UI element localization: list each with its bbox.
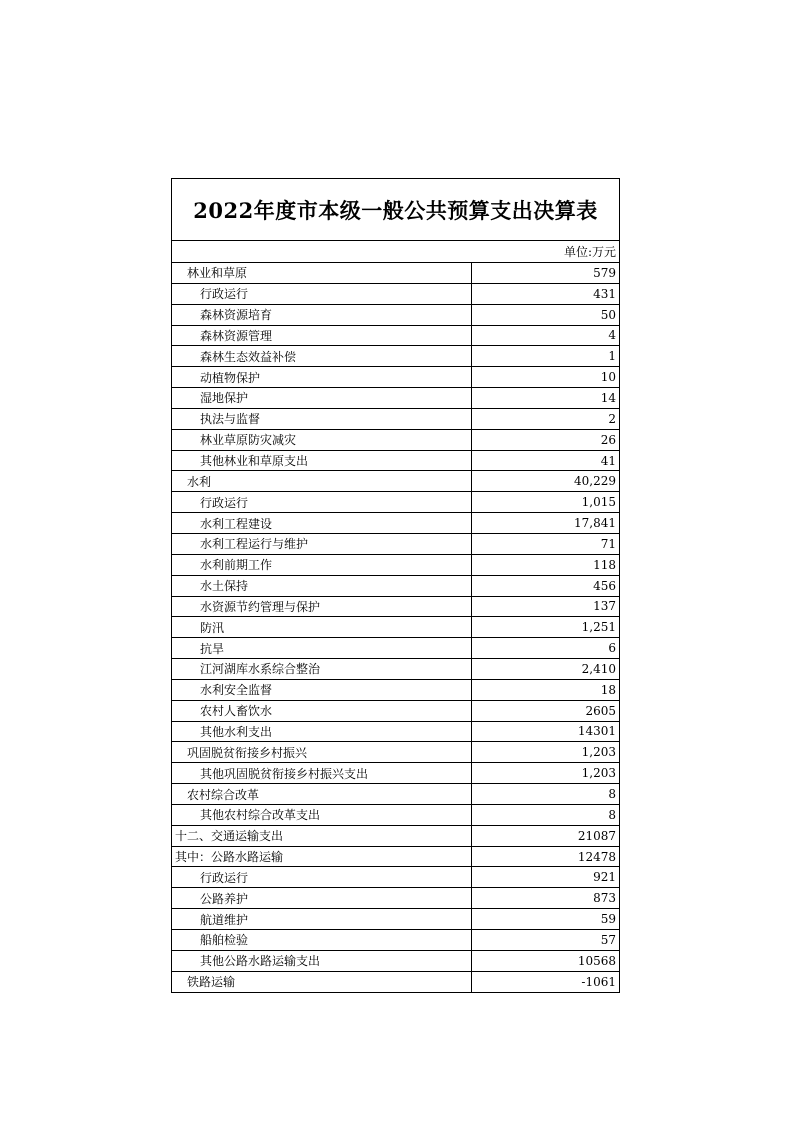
table-row bbox=[172, 847, 619, 868]
row-category-name: 行政运行 bbox=[172, 867, 472, 887]
row-category-name: 湿地保护 bbox=[172, 388, 472, 408]
row-amount: 14301 bbox=[577, 724, 616, 739]
row-category-name: 江河湖库水系综合整治 bbox=[172, 659, 472, 679]
row-category-name: 其他公路水路运输支出 bbox=[172, 951, 472, 971]
table-row bbox=[172, 951, 619, 972]
row-amount: 10 bbox=[600, 370, 616, 385]
table-row bbox=[172, 430, 619, 451]
table-row bbox=[172, 388, 619, 409]
table-row bbox=[172, 597, 619, 618]
table-row bbox=[172, 909, 619, 930]
row-category-name: 林业草原防灾减灾 bbox=[172, 430, 472, 450]
row-amount: 59 bbox=[600, 912, 616, 927]
row-amount: 1,015 bbox=[581, 495, 616, 510]
table-row bbox=[172, 659, 619, 680]
table-row bbox=[172, 972, 619, 993]
table-row bbox=[172, 742, 619, 763]
table-row bbox=[172, 284, 619, 305]
row-category-name: 水利 bbox=[172, 471, 472, 491]
table-row bbox=[172, 805, 619, 826]
row-category-name: 水利工程运行与维护 bbox=[172, 534, 472, 554]
row-amount: 57 bbox=[600, 932, 616, 947]
table-row bbox=[172, 451, 619, 472]
table-row bbox=[172, 555, 619, 576]
table-row bbox=[172, 471, 619, 492]
row-amount: 40,229 bbox=[574, 474, 616, 489]
table-row bbox=[172, 888, 619, 909]
row-amount: 14 bbox=[600, 390, 616, 405]
row-category-name: 其他林业和草原支出 bbox=[172, 451, 472, 471]
row-category-name: 巩固脱贫衔接乡村振兴 bbox=[172, 742, 472, 762]
table-row bbox=[172, 784, 619, 805]
row-amount: 921 bbox=[593, 870, 616, 885]
row-amount: 17,841 bbox=[574, 516, 616, 531]
table-body bbox=[172, 263, 619, 993]
row-category-name: 森林资源培育 bbox=[172, 305, 472, 325]
row-category-name: 水利工程建设 bbox=[172, 513, 472, 533]
row-category-name: 公路养护 bbox=[172, 888, 472, 908]
table-row bbox=[172, 930, 619, 951]
row-amount: 118 bbox=[593, 557, 616, 572]
row-amount: -1061 bbox=[581, 974, 616, 989]
table-row bbox=[172, 680, 619, 701]
row-category-name: 铁路运输 bbox=[172, 972, 472, 992]
row-amount: 18 bbox=[600, 682, 616, 697]
row-category-name: 航道维护 bbox=[172, 909, 472, 929]
row-amount: 456 bbox=[593, 578, 616, 593]
budget-table bbox=[171, 178, 620, 993]
row-amount: 2,410 bbox=[581, 661, 616, 676]
row-category-name: 动植物保护 bbox=[172, 367, 472, 387]
row-category-name: 林业和草原 bbox=[172, 263, 472, 283]
row-category-name: 行政运行 bbox=[172, 284, 472, 304]
unit-label: 单位:万元 bbox=[172, 241, 619, 263]
row-category-name: 其中：公路水路运输 bbox=[172, 847, 472, 867]
row-category-name: 十二、交通运输支出 bbox=[172, 826, 472, 846]
row-amount: 1,203 bbox=[581, 745, 616, 760]
row-amount: 431 bbox=[593, 286, 616, 301]
table-row bbox=[172, 409, 619, 430]
table-row bbox=[172, 722, 619, 743]
row-category-name: 执法与监督 bbox=[172, 409, 472, 429]
table-row bbox=[172, 305, 619, 326]
row-amount: 50 bbox=[600, 307, 616, 322]
row-category-name: 水利前期工作 bbox=[172, 555, 472, 575]
table-row bbox=[172, 638, 619, 659]
row-category-name: 水利安全监督 bbox=[172, 680, 472, 700]
table-row bbox=[172, 576, 619, 597]
row-category-name: 森林生态效益补偿 bbox=[172, 346, 472, 366]
row-amount: 8 bbox=[608, 807, 616, 822]
row-amount: 873 bbox=[593, 891, 616, 906]
table-row bbox=[172, 346, 619, 367]
row-amount: 2605 bbox=[585, 703, 616, 718]
table-row bbox=[172, 513, 619, 534]
row-amount: 1,203 bbox=[581, 766, 616, 781]
table-row bbox=[172, 617, 619, 638]
row-amount: 4 bbox=[608, 328, 616, 343]
row-amount: 6 bbox=[608, 641, 616, 656]
row-amount: 71 bbox=[600, 536, 616, 551]
row-amount: 1 bbox=[608, 349, 616, 364]
row-category-name: 行政运行 bbox=[172, 492, 472, 512]
row-category-name: 森林资源管理 bbox=[172, 326, 472, 346]
table-row bbox=[172, 534, 619, 555]
row-category-name: 其他水利支出 bbox=[172, 722, 472, 742]
table-row bbox=[172, 826, 619, 847]
table-row bbox=[172, 326, 619, 347]
row-category-name: 其他农村综合改革支出 bbox=[172, 805, 472, 825]
row-amount: 10568 bbox=[577, 953, 616, 968]
row-category-name: 农村人畜饮水 bbox=[172, 701, 472, 721]
row-amount: 21087 bbox=[577, 828, 616, 843]
row-amount: 12478 bbox=[577, 849, 616, 864]
row-amount: 2 bbox=[608, 411, 616, 426]
row-category-name: 水资源节约管理与保护 bbox=[172, 597, 472, 617]
row-category-name: 防汛 bbox=[172, 617, 472, 637]
row-amount: 137 bbox=[593, 599, 616, 614]
row-amount: 1,251 bbox=[581, 620, 616, 635]
row-amount: 579 bbox=[593, 265, 616, 280]
row-category-name: 抗旱 bbox=[172, 638, 472, 658]
table-row bbox=[172, 263, 619, 284]
row-amount: 41 bbox=[600, 453, 616, 468]
row-amount: 26 bbox=[600, 432, 616, 447]
row-category-name: 农村综合改革 bbox=[172, 784, 472, 804]
row-category-name: 船舶检验 bbox=[172, 930, 472, 950]
table-row bbox=[172, 867, 619, 888]
row-amount: 8 bbox=[608, 787, 616, 802]
table-title: 2022年度市本级一般公共预算支出决算表 bbox=[172, 179, 619, 241]
row-category-name: 其他巩固脱贫衔接乡村振兴支出 bbox=[172, 763, 472, 783]
table-row bbox=[172, 763, 619, 784]
table-row bbox=[172, 701, 619, 722]
table-row bbox=[172, 367, 619, 388]
table-row bbox=[172, 492, 619, 513]
row-category-name: 水土保持 bbox=[172, 576, 472, 596]
